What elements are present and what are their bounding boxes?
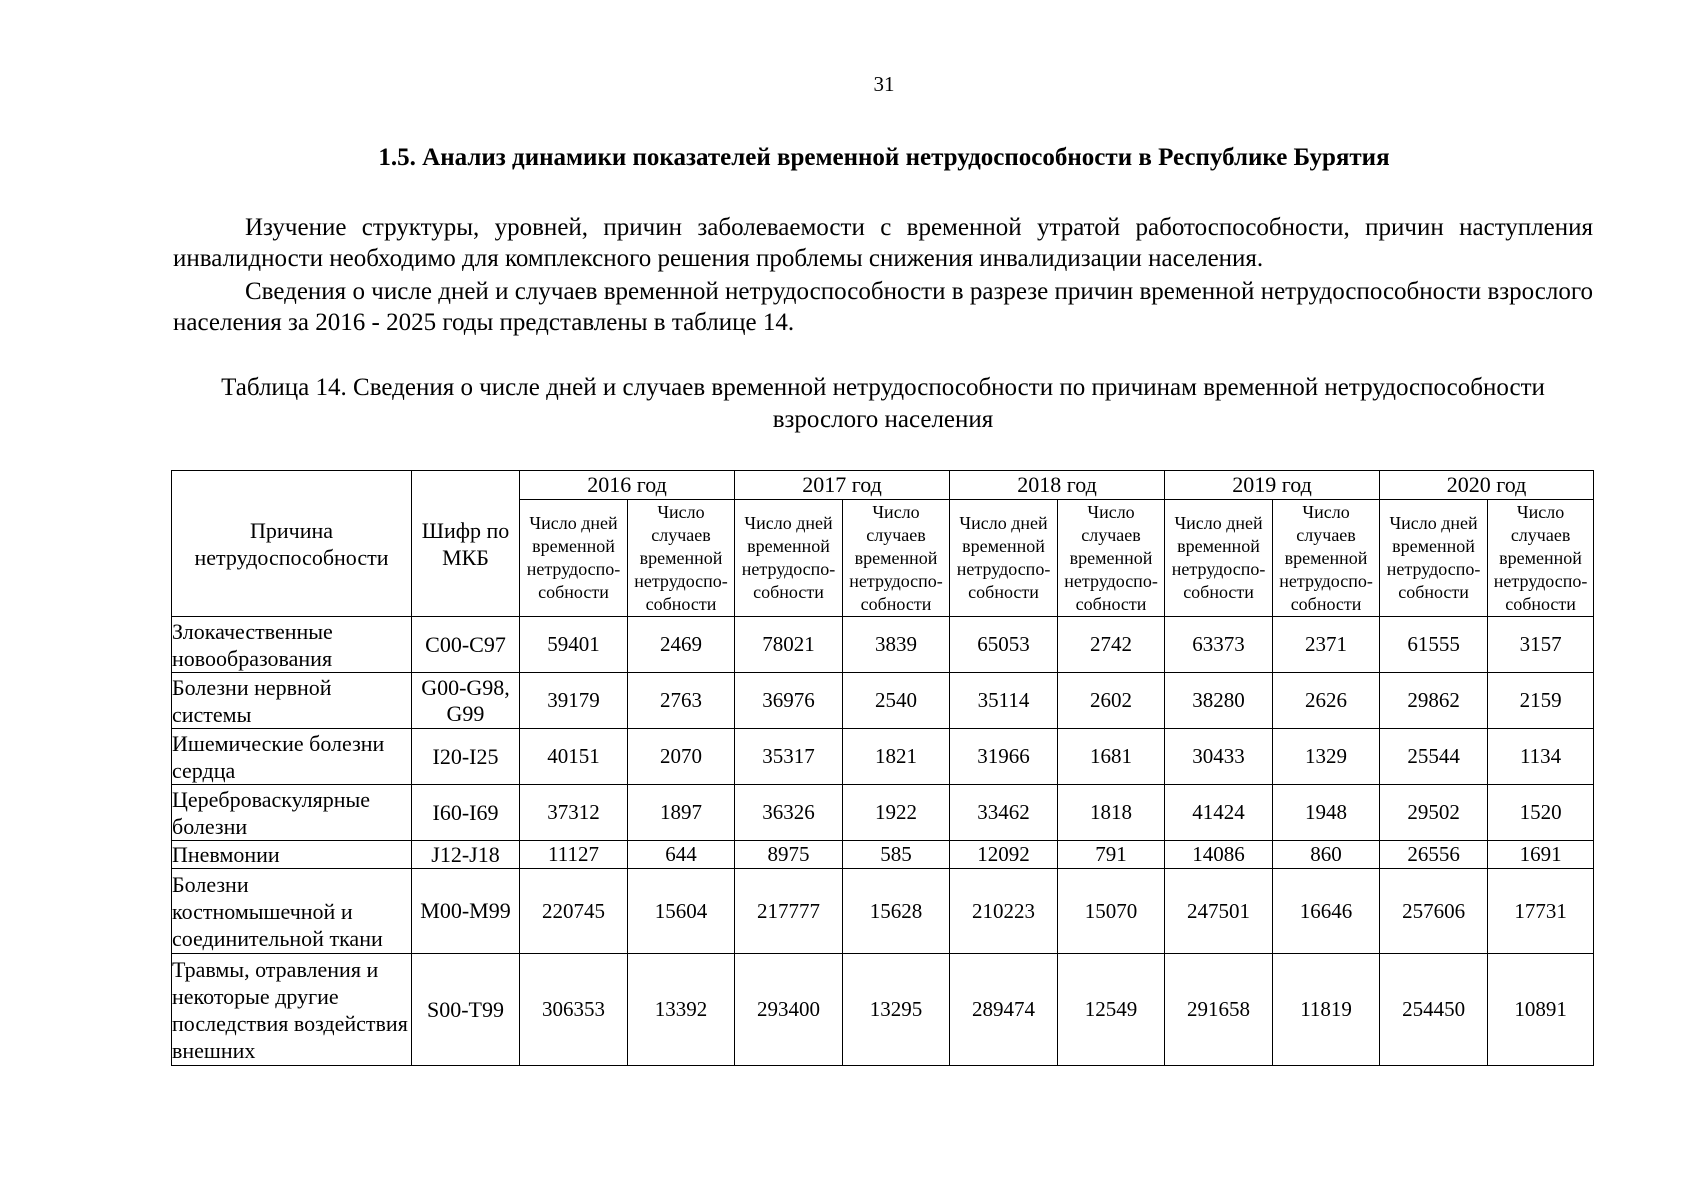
page-number: 31: [873, 72, 895, 96]
cases-value-cell: 3839: [843, 617, 950, 673]
days-value-cell: 14086: [1165, 841, 1273, 869]
section-heading: 1.5. Анализ динамики показателей временной нетрудоспособности в Республике Бурятия: [378, 144, 1390, 171]
cases-value-cell: 1897: [628, 785, 735, 841]
days-header: Число дней временной нетрудоспо-собности: [1380, 500, 1488, 617]
days-value-cell: 291658: [1165, 954, 1273, 1066]
cause-cell: Злокачественные новообразования: [172, 617, 412, 673]
icd-code-cell: M00-M99: [412, 869, 520, 954]
cases-value-cell: 3157: [1488, 617, 1594, 673]
year-header-2016: 2016 год: [520, 471, 735, 500]
year-header-2019: 2019 год: [1165, 471, 1380, 500]
cases-value-cell: 2763: [628, 673, 735, 729]
cause-cell: Болезни нервной системы: [172, 673, 412, 729]
days-value-cell: 306353: [520, 954, 628, 1066]
cause-column-header: Причина нетрудоспособности: [172, 471, 412, 617]
icd-code-cell: I60-I69: [412, 785, 520, 841]
cases-value-cell: 2469: [628, 617, 735, 673]
cases-value-cell: 1818: [1058, 785, 1165, 841]
cases-header: Число случаев временной нетрудоспо-собности: [1488, 500, 1594, 617]
cases-value-cell: 13392: [628, 954, 735, 1066]
cases-value-cell: 1134: [1488, 729, 1594, 785]
days-value-cell: 26556: [1380, 841, 1488, 869]
table-caption: Таблица 14. Сведения о числе дней и случаев временной нетрудоспособности по причинам временной нетрудоспособности взрослого населения: [221, 374, 1545, 433]
days-value-cell: 8975: [735, 841, 843, 869]
days-value-cell: 39179: [520, 673, 628, 729]
table-row: [172, 785, 1594, 841]
cases-value-cell: 2159: [1488, 673, 1594, 729]
days-header: Число дней временной нетрудоспо-собности: [1165, 500, 1273, 617]
days-value-cell: 36976: [735, 673, 843, 729]
days-value-cell: 36326: [735, 785, 843, 841]
days-value-cell: 38280: [1165, 673, 1273, 729]
cases-value-cell: 2602: [1058, 673, 1165, 729]
days-value-cell: 59401: [520, 617, 628, 673]
days-value-cell: 12092: [950, 841, 1058, 869]
cases-value-cell: 16646: [1273, 869, 1380, 954]
icd-code-cell: S00-T99: [412, 954, 520, 1066]
cases-value-cell: 2540: [843, 673, 950, 729]
days-value-cell: 65053: [950, 617, 1058, 673]
cases-value-cell: 2742: [1058, 617, 1165, 673]
days-value-cell: 29862: [1380, 673, 1488, 729]
days-value-cell: 257606: [1380, 869, 1488, 954]
cases-value-cell: 791: [1058, 841, 1165, 869]
table-row: [172, 729, 1594, 785]
cases-value-cell: 1948: [1273, 785, 1380, 841]
year-header-2017: 2017 год: [735, 471, 950, 500]
cases-value-cell: 12549: [1058, 954, 1165, 1066]
cases-header: Число случаев временной нетрудоспо-собности: [628, 500, 735, 617]
cases-value-cell: 15628: [843, 869, 950, 954]
cases-value-cell: 1681: [1058, 729, 1165, 785]
days-value-cell: 220745: [520, 869, 628, 954]
cases-value-cell: 1520: [1488, 785, 1594, 841]
days-value-cell: 78021: [735, 617, 843, 673]
cases-value-cell: 15604: [628, 869, 735, 954]
days-header: Число дней временной нетрудоспо-собности: [735, 500, 843, 617]
table-body: [172, 617, 1594, 1066]
days-value-cell: 29502: [1380, 785, 1488, 841]
cases-value-cell: 1821: [843, 729, 950, 785]
days-value-cell: 35317: [735, 729, 843, 785]
days-value-cell: 289474: [950, 954, 1058, 1066]
table-header-row-years: [172, 471, 1594, 500]
disability-table: [171, 470, 1594, 1066]
cases-value-cell: 11819: [1273, 954, 1380, 1066]
cause-cell: Болезни костномышечной и соединительной ткани: [172, 869, 412, 954]
cases-value-cell: 860: [1273, 841, 1380, 869]
days-header: Число дней временной нетрудоспо-собности: [520, 500, 628, 617]
days-value-cell: 293400: [735, 954, 843, 1066]
days-value-cell: 33462: [950, 785, 1058, 841]
cases-value-cell: 2626: [1273, 673, 1380, 729]
days-header: Число дней временной нетрудоспо-собности: [950, 500, 1058, 617]
cases-value-cell: 15070: [1058, 869, 1165, 954]
days-value-cell: 40151: [520, 729, 628, 785]
cases-value-cell: 1691: [1488, 841, 1594, 869]
days-value-cell: 254450: [1380, 954, 1488, 1066]
cases-value-cell: 17731: [1488, 869, 1594, 954]
icd-code-cell: I20-I25: [412, 729, 520, 785]
cases-value-cell: 1329: [1273, 729, 1380, 785]
code-column-header: Шифр по МКБ: [412, 471, 520, 617]
table-row: [172, 841, 1594, 869]
year-header-2020: 2020 год: [1380, 471, 1594, 500]
table-row: [172, 954, 1594, 1066]
cases-header: Число случаев временной нетрудоспо-собности: [843, 500, 950, 617]
icd-code-cell: C00-C97: [412, 617, 520, 673]
icd-code-cell: J12-J18: [412, 841, 520, 869]
days-value-cell: 210223: [950, 869, 1058, 954]
table-row: [172, 673, 1594, 729]
year-header-2018: 2018 год: [950, 471, 1165, 500]
cases-value-cell: 585: [843, 841, 950, 869]
cause-cell: Ишемические болезни сердца: [172, 729, 412, 785]
days-value-cell: 37312: [520, 785, 628, 841]
days-value-cell: 11127: [520, 841, 628, 869]
days-value-cell: 35114: [950, 673, 1058, 729]
days-value-cell: 30433: [1165, 729, 1273, 785]
cases-value-cell: 13295: [843, 954, 950, 1066]
cause-cell: Цереброваскулярные болезни: [172, 785, 412, 841]
days-value-cell: 41424: [1165, 785, 1273, 841]
days-value-cell: 247501: [1165, 869, 1273, 954]
cases-value-cell: 10891: [1488, 954, 1594, 1066]
paragraph-intro: Изучение структуры, уровней, причин заболеваемости с временной утратой работоспособности, причин наступления инвалидности необходимо для комплексного решения проблемы снижения инвалидизации населения.: [173, 214, 1593, 272]
paragraph-table-reference: Сведения о числе дней и случаев временной нетрудоспособности в разрезе причин временной нетрудоспособности взрослого населения за 2016 - 2025 годы представлены в таблице 14.: [173, 278, 1593, 336]
cases-value-cell: 2070: [628, 729, 735, 785]
icd-code-cell: G00-G98, G99: [412, 673, 520, 729]
days-value-cell: 25544: [1380, 729, 1488, 785]
days-value-cell: 61555: [1380, 617, 1488, 673]
days-value-cell: 217777: [735, 869, 843, 954]
cause-cell: Травмы, отравления и некоторые другие последствия воздействия внешних: [172, 954, 412, 1066]
table-row: [172, 869, 1594, 954]
cases-value-cell: 644: [628, 841, 735, 869]
cases-header: Число случаев временной нетрудоспо-собности: [1058, 500, 1165, 617]
days-value-cell: 31966: [950, 729, 1058, 785]
cause-cell: Пневмонии: [172, 841, 412, 869]
table-row: [172, 617, 1594, 673]
cases-header: Число случаев временной нетрудоспо-собности: [1273, 500, 1380, 617]
cases-value-cell: 1922: [843, 785, 950, 841]
cases-value-cell: 2371: [1273, 617, 1380, 673]
days-value-cell: 63373: [1165, 617, 1273, 673]
